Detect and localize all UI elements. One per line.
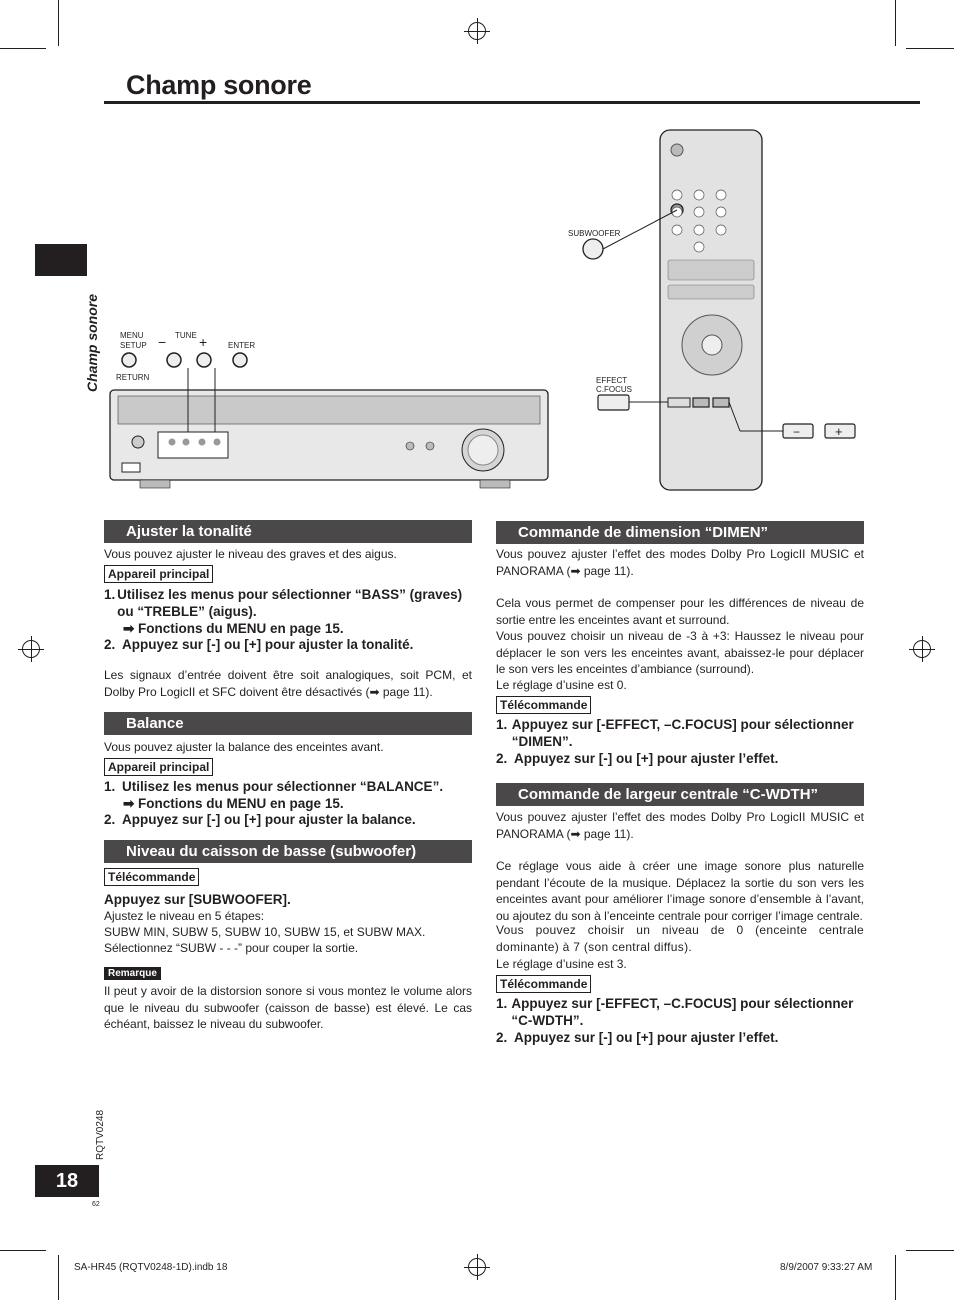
section-header-subwoofer: Niveau du caisson de basse (subwoofer)	[104, 840, 472, 863]
doc-code: RQTV0248	[95, 1109, 106, 1160]
label-minus: −	[158, 334, 167, 350]
balance-step-1: 1. Utilisez les menus pour sélectionner “BALANCE”. ➡ Fonctions du MENU en page 15.	[104, 778, 472, 812]
balance-step-1-text: Utilisez les menus pour sélectionner “BALANCE”.	[122, 779, 444, 794]
dimen-step-2-text: Appuyez sur [-] ou [+] pour ajuster l’effet.	[514, 751, 779, 766]
crop-mark	[58, 0, 59, 46]
tag-remote: Télécommande	[496, 696, 591, 714]
note-tag: Remarque	[104, 967, 161, 980]
dimen-para-3: Le réglage d’usine est 0.	[496, 678, 627, 692]
label-setup: SETUP	[120, 341, 147, 350]
balance-step-1-ref: ➡ Fonctions du MENU en page 15.	[123, 796, 344, 811]
side-tab	[35, 244, 87, 276]
cwdth-intro: Vous pouvez ajuster l’effet des modes Dolby Pro LogicII MUSIC et PANORAMA (➡ page 11).	[496, 810, 864, 841]
tonalite-intro: Vous pouvez ajuster le niveau des graves et des aigus.	[104, 547, 397, 561]
cwdth-para-2: Vous pouvez choisir un niveau de 0 (enceinte centrale dominante) à 7 (son central diffus).	[496, 923, 864, 954]
tonalite-step-2: 2. Appuyez sur [-] ou [+] pour ajuster la tonalité.	[104, 637, 414, 652]
crop-mark	[0, 1250, 46, 1251]
tonalite-step-1: 1. Utilisez les menus pour sélectionner “BASS” (graves) ou “TREBLE” (aigus). ➡ Fonctions du MENU en page 15.	[104, 586, 472, 637]
label-plus: +	[199, 334, 208, 350]
section-header-tonalite: Ajuster la tonalité	[104, 520, 472, 543]
page-title: Champ sonore	[126, 70, 312, 100]
registration-mark-icon	[22, 640, 40, 658]
subwoofer-step: Appuyez sur [SUBWOOFER].	[104, 892, 291, 907]
tonalite-step-2-text: Appuyez sur [-] ou [+] pour ajuster la tonalité.	[122, 637, 414, 652]
section-header-balance: Balance	[104, 712, 472, 735]
crop-mark	[906, 48, 954, 49]
cwdth-step-1-text: Appuyez sur [-EFFECT, –C.FOCUS] pour sélectionner “C-WDTH”.	[511, 996, 854, 1028]
tonalite-step-1-ref: ➡ Fonctions du MENU en page 15.	[123, 621, 344, 636]
section-header-cwdth: Commande de largeur centrale “C-WDTH”	[496, 783, 864, 806]
subwoofer-line-3: Sélectionnez “SUBW - - -” pour couper la sortie.	[104, 941, 359, 955]
page-number: 18	[35, 1165, 99, 1197]
section-header-dimen: Commande de dimension “DIMEN”	[496, 521, 864, 544]
footer-file: SA-HR45 (RQTV0248-1D).indb 18	[74, 1262, 228, 1273]
subwoofer-line-1: Ajustez le niveau en 5 étapes:	[104, 909, 265, 923]
label-cfocus: C.FOCUS	[596, 385, 632, 394]
footer-date: 8/9/2007 9:33:27 AM	[780, 1262, 873, 1273]
main-unit-illustration	[110, 368, 548, 488]
side-label: Champ sonore	[84, 293, 100, 392]
remote-illustration	[660, 130, 762, 490]
tag-main-unit: Appareil principal	[104, 758, 213, 776]
label-tune: TUNE	[175, 331, 197, 340]
registration-mark-icon	[913, 640, 931, 658]
registration-mark-icon	[468, 1258, 486, 1276]
cwdth-step-2: 2. Appuyez sur [-] ou [+] pour ajuster l’effet.	[496, 1030, 779, 1045]
tonalite-note: Les signaux d’entrée doivent être soit analogiques, soit PCM, et Dolby Pro LogicII et SFC doivent être désactivés (➡ page 11).	[104, 668, 472, 699]
dimen-para-2: Vous pouvez choisir un niveau de -3 à +3: Haussez le niveau pour déplacer le son vers les enceintes avant, abaissez-le pour déplacer le son vers les enceintes d’ambiance (surround).	[496, 629, 864, 676]
label-effect: EFFECT	[596, 376, 628, 385]
cwdth-step-2-text: Appuyez sur [-] ou [+] pour ajuster l’effet.	[514, 1030, 779, 1045]
dimen-step-2: 2. Appuyez sur [-] ou [+] pour ajuster l’effet.	[496, 751, 779, 766]
cwdth-step-1: 1. Appuyez sur [-EFFECT, –C.FOCUS] pour sélectionner “C-WDTH”.	[496, 995, 868, 1029]
callout-minus-label: −	[793, 425, 801, 439]
cwdth-para-1: Ce réglage vous aide à créer une image sonore plus naturelle pendant l’écoute de la musique. Déplacez la sortie du son vers les enceintes avant pour améliorer l’image sonore d’ensemble à l’avant, ou ajoutez du son à l’enceinte centrale pour corriger l’image centrale.	[496, 859, 864, 923]
crop-mark	[895, 0, 896, 46]
crop-mark	[895, 1255, 896, 1300]
tag-remote: Télécommande	[104, 868, 199, 886]
subwoofer-line-2: SUBW MIN, SUBW 5, SUBW 10, SUBW 15, et SUBW MAX.	[104, 925, 426, 939]
tag-remote: Télécommande	[496, 975, 591, 993]
device-illustration	[100, 120, 900, 500]
tag-main-unit: Appareil principal	[104, 565, 213, 583]
cwdth-para-3: Le réglage d’usine est 3.	[496, 957, 627, 971]
label-enter: ENTER	[228, 341, 256, 350]
crop-mark	[58, 1255, 59, 1300]
crop-mark	[0, 48, 46, 49]
page-number-small: 62	[92, 1201, 100, 1208]
dimen-intro: Vous pouvez ajuster l’effet des modes Dolby Pro LogicII MUSIC et PANORAMA (➡ page 11).	[496, 547, 864, 578]
dimen-step-1-text: Appuyez sur [-EFFECT, –C.FOCUS] pour sélectionner “DIMEN”.	[511, 717, 854, 749]
balance-step-2: 2. Appuyez sur [-] ou [+] pour ajuster la balance.	[104, 812, 416, 827]
crop-mark	[906, 1250, 954, 1251]
label-return: RETURN	[116, 373, 150, 382]
tonalite-step-1-text: Utilisez les menus pour sélectionner “BASS” (graves) ou “TREBLE” (aigus).	[117, 587, 463, 619]
label-subwoofer: SUBWOOFER	[568, 229, 621, 238]
balance-intro: Vous pouvez ajuster la balance des enceintes avant.	[104, 740, 384, 754]
title-rule	[104, 101, 920, 104]
registration-mark-icon	[468, 22, 486, 40]
label-menu: MENU	[120, 331, 144, 340]
dimen-para-1: Cela vous permet de compenser pour les différences de niveau de sortie entre les enceintes avant et surround.	[496, 596, 864, 627]
dimen-step-1: 1. Appuyez sur [-EFFECT, –C.FOCUS] pour sélectionner “DIMEN”.	[496, 716, 868, 750]
balance-step-2-text: Appuyez sur [-] ou [+] pour ajuster la balance.	[122, 812, 416, 827]
subwoofer-note: Il peut y avoir de la distorsion sonore si vous montez le volume alors que le niveau du subwoofer (caisson de basse) est élevé. Le cas échéant, baissez le niveau du subwoofer.	[104, 984, 472, 1031]
callout-plus-label: +	[835, 424, 843, 439]
